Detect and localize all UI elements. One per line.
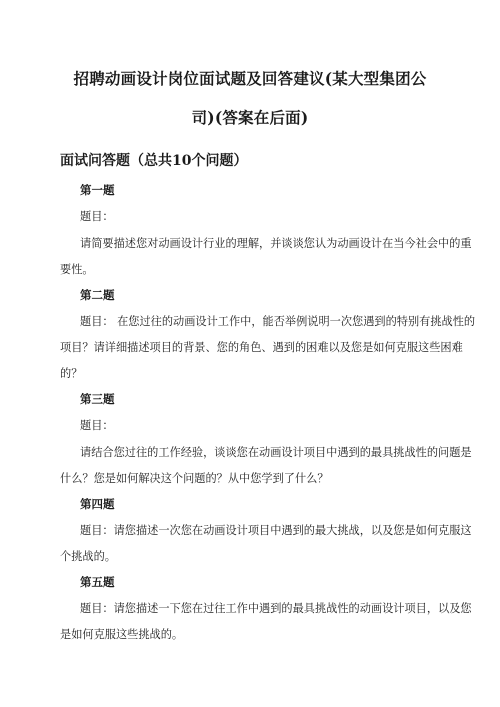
question-5-text-line-2: 是如何克服这些挑战的。 <box>60 628 184 641</box>
document-title-line-1: 招聘动画设计岗位面试题及回答建议(某大型集团公 <box>73 69 427 88</box>
question-5-heading: 第五题 <box>80 575 115 589</box>
question-1-prompt-label: 题目： <box>80 210 114 223</box>
question-2-text-line-1: 题目： 在您过往的动画设计工作中，能否举例说明一次您遇到的特别有挑战性的 <box>80 315 476 328</box>
question-1-text-line-1: 请简要描述您对动画设计行业的理解，并谈谈您认为动画设计在当今社会中的重 <box>80 237 472 250</box>
question-1-text-line-2: 要性。 <box>60 263 94 276</box>
question-3-text-line-2: 什么？您是如何解决这个问题的？从中您学到了什么？ <box>60 472 329 485</box>
question-3-heading: 第三题 <box>80 392 115 406</box>
section-heading: 面试问答题（总共10个问题） <box>60 153 248 169</box>
question-2-text-line-2: 项目？请详细描述项目的背景、您的角色、遇到的困难以及您是如何克服这些困难 <box>60 341 463 354</box>
question-3-text-line-1: 请结合您过往的工作经验，谈谈您在动画设计项目中遇到的最具挑战性的问题是 <box>80 446 472 459</box>
question-5-text-line-1: 题目：请您描述一下您在过往工作中遇到的最具挑战性的动画设计项目，以及您 <box>80 602 472 615</box>
question-4-heading: 第四题 <box>80 497 115 511</box>
question-3-prompt-label: 题目： <box>80 419 114 432</box>
document-title-line-2: 司)(答案在后面) <box>191 108 309 127</box>
question-1-heading: 第一题 <box>80 183 115 197</box>
question-4-text-line-1: 题目：请您描述一次您在动画设计项目中遇到的最大挑战，以及您是如何克服这 <box>80 524 472 537</box>
question-4-text-line-2: 个挑战的。 <box>60 550 116 563</box>
question-2-heading: 第二题 <box>80 288 115 302</box>
question-2-text-line-3: 的？ <box>60 367 83 380</box>
